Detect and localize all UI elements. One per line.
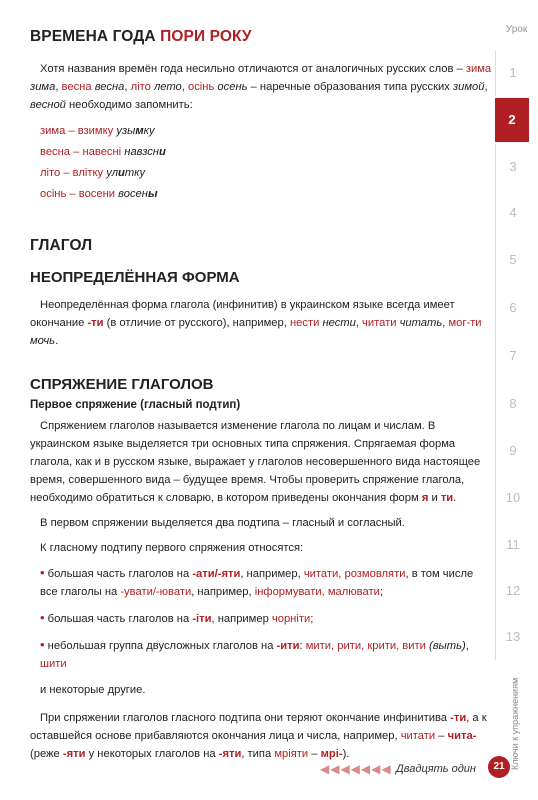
answers-vertical-label [510,640,534,770]
ua-word: читати [400,730,436,742]
infinitive-title: НЕОПРЕДЕЛЁННАЯ ФОРМА [30,269,240,286]
conjugation-p1 [30,417,492,507]
lesson-tab-5[interactable]: 5 [495,236,530,284]
ending: ти [440,492,454,504]
answers-vertical-text: Ключи к упражнениям [510,677,520,770]
ua-word: чорніти [271,613,311,625]
ua-word: чита- [447,730,477,742]
verb-title: ГЛАГОЛ [30,237,93,254]
ru-word: лето [153,81,182,93]
ua-word: весна [61,81,92,93]
text: – наречные образования типа русских [247,81,453,93]
text: , а к оставшейся основе прибавляются окончания лица и числа, например, [30,712,487,742]
translit-part: навзсн [124,146,159,158]
lesson-tab-11[interactable]: 11 [495,522,530,568]
bullet-item [40,564,492,601]
lesson-tab-8[interactable]: 8 [495,380,530,428]
text: , типа [241,748,275,760]
ending: -ати/-яти [192,568,241,580]
ending: -яти [218,748,242,760]
ru-word: весной [30,99,66,111]
ua-word: мріяти [274,748,309,760]
text: и [428,492,441,504]
ending: -ти [87,317,104,329]
lesson-tab-6[interactable]: 6 [495,284,530,332]
text: у некоторых глаголов на [85,748,219,760]
season-pair: осінь – восени [40,188,116,200]
ru-word: читать [399,317,443,329]
bullet-dot-icon: • [40,565,45,580]
season-translit [118,188,157,200]
season-list [40,121,492,205]
ru-word: нести [322,317,356,329]
lesson-tab-2[interactable]: 2 [495,98,529,142]
season-translit [124,146,166,158]
decorative-arrows-icon: ◀◀◀◀◀◀◀ [320,762,392,776]
lesson-tab-1[interactable]: 1 [495,50,530,96]
conjugation-p3: К гласному подтипу первого спряжения относятся: [40,542,304,554]
page-number-words: Двадцять один [396,763,476,775]
text: , [465,640,469,652]
seasons-title-ua: ПОРИ РОКУ [160,28,252,45]
text: ; [310,613,314,625]
ru-word: мочь [30,335,56,347]
season-item [40,142,492,163]
ua-word: шити [40,658,67,670]
translit-stress: ы [147,188,158,200]
text: , например, [191,586,255,598]
ending: -ти [450,712,467,724]
bullet-dot-icon: • [40,637,45,652]
text: , например [211,613,272,625]
season-pair: літо – влітку [40,167,104,179]
text: , [484,81,488,93]
text: При спряжении глаголов гласного подтипа они теряют окончание инфинитива [40,712,451,724]
content [30,28,492,770]
lesson-tab-10[interactable]: 10 [495,474,530,522]
text: , в том числе все глаголы на [40,568,474,598]
ru-word: осень [217,81,248,93]
text: (реже [30,748,63,760]
ua-word: нести [289,317,320,329]
ru-word: зимой [452,81,485,93]
text: : [299,640,306,652]
text: – [308,748,321,760]
seasons-title-ru: ВРЕМЕНА ГОДА [30,28,156,45]
season-item [40,121,492,142]
page-number-badge: 21 [488,756,510,778]
ua-word: літо [130,81,151,93]
translit-stress: м [135,125,144,137]
translit-part: тку [124,167,146,179]
text: . [453,492,457,504]
ua-word: читати, розмовляти [303,568,406,580]
seasons-intro: Хотя названия времён года несильно отличаются от аналогичных русских слов – зима зима, весна весна, літо лето, осінь осень – наречные образования типа русских зимой, весной необходимо запомнить: [30,63,492,111]
season-item [40,163,492,184]
lesson-tab-4[interactable]: 4 [495,190,530,236]
ru-word: зима [30,81,56,93]
lesson-sidebar-title: Урок [505,24,528,35]
ua-word: мог-ти [448,317,482,329]
text: Хотя названия времён года несильно отличаются от аналогичных русских слов – [40,63,466,75]
conjugation-p4 [30,709,492,763]
season-item [40,184,492,205]
ua-word: мрі- [320,748,343,760]
lesson-tab-12[interactable]: 12 [495,568,530,614]
text: ). [342,748,350,760]
translit-stress: и [158,146,166,158]
lesson-tab-3[interactable]: 3 [495,144,530,190]
ua-word: осінь [187,81,215,93]
text: большая часть глаголов на [47,613,193,625]
conjugation-p2: В первом спряжении выделяется два подтипа – гласный и согласный. [40,517,405,529]
season-pair: весна – навесні [40,146,122,158]
ru-word: (выть) [425,640,466,652]
ending: я [421,492,429,504]
text: большая часть глаголов на [47,568,193,580]
bullet-tail: и некоторые другие. [40,684,146,696]
bullet-dot-icon: • [40,610,45,625]
ending: -іти [192,613,212,625]
conjugation-subtitle: Первое спряжение (гласный подтип) [30,399,241,411]
ending: -увати/-ювати [120,586,192,598]
page-footer [300,756,538,784]
text: (в отличие от русского), например, [103,317,290,329]
bullet-item [40,636,492,673]
season-translit [106,167,145,179]
ru-word: весна [94,81,125,93]
text: Спряжением глаголов называется изменение глагола по лицам и числам. В украинском языке выделяется три основных типа спряжения. Спрягаемая форма глагола, как и в русском языке, выражает у глаголов несовершенного вида настоящее время, совершенного вида – будущее время. Чтобы проверить спряжение глагола, необходимо обратиться к словарю, в котором приведены окончания форм [30,420,481,504]
infinitive-text: Неопределённая форма глагола (инфинитив) в украинском языке всегда имеет окончание -ти (в отличие от русского), например, нести нести, читати читать, мог-ти мочь. [30,299,482,347]
ua-word: мити, рити, крити, вити [305,640,426,652]
text: ; [379,586,383,598]
season-pair: зима – взимку [40,125,114,137]
season-translit [116,125,154,137]
translit-part: ул [106,167,119,179]
text: небольшая группа двусложных глаголов на [47,640,277,652]
ending: -яти [62,748,86,760]
text: Неопределённая форма глагола (инфинитив) в украинском языке всегда имеет окончание [30,299,455,329]
translit-stress: и [118,167,125,179]
text: необходимо запомнить: [65,99,193,111]
ua-word: зима [465,63,492,75]
seasons-title [30,28,492,46]
lesson-tab-9[interactable]: 9 [495,428,530,474]
conjugation-title: СПРЯЖЕНИЕ ГЛАГОЛОВ [30,376,214,393]
ua-word: читати [362,317,397,329]
translit-part: узы [116,125,136,137]
bullet-item [40,609,492,628]
translit-part: ку [143,125,155,137]
lesson-tab-13[interactable]: 13 [495,614,530,660]
translit-part: восен [118,188,148,200]
text: – [435,730,448,742]
text: , например, [240,568,304,580]
lesson-tab-7[interactable]: 7 [495,332,530,380]
ending: -ити [276,640,300,652]
ua-word: інформувати, малювати [254,586,380,598]
